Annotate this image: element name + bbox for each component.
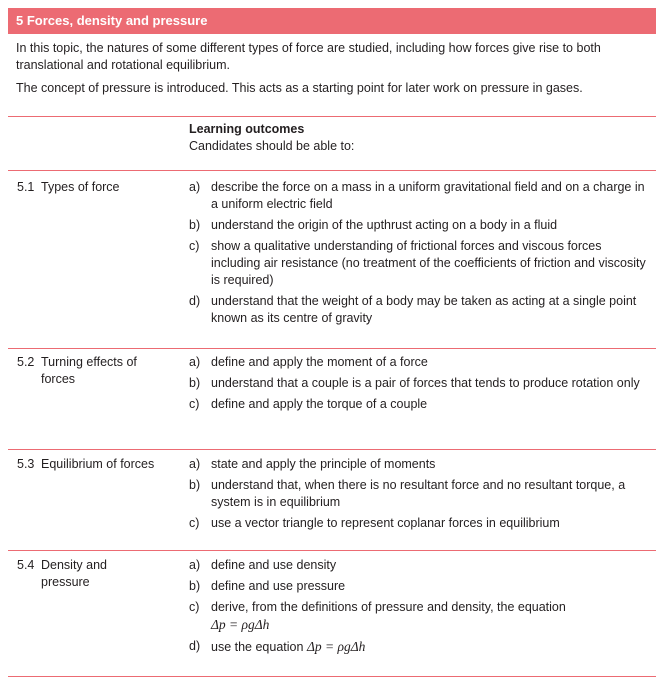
list-item: [189, 477, 651, 511]
learning-outcomes-heading: [189, 121, 354, 155]
item-letter: b): [189, 376, 201, 390]
divider: [8, 676, 656, 677]
item-letter: c): [189, 516, 200, 530]
learning-outcomes-title: Learning outcomes: [189, 122, 305, 136]
list-item: [189, 238, 651, 289]
intro-paragraph: In this topic, the natures of some different types of force are studied, including how forces give rise to both translational and rotational equilibrium.: [16, 41, 601, 72]
list-item: [189, 293, 651, 327]
item-letter: b): [189, 218, 201, 232]
divider: [8, 348, 656, 349]
item-letter: c): [189, 397, 200, 411]
item-letter: d): [189, 639, 201, 653]
intro-paragraph: The concept of pressure is introduced. This acts as a starting point for later work on pressure in gases.: [16, 81, 583, 95]
item-text: use a vector triangle to represent coplanar forces in equilibrium: [211, 516, 560, 530]
equation: Δp = ρgΔh: [211, 617, 270, 632]
list-item: [189, 217, 651, 234]
section-title: Types of force: [41, 180, 120, 194]
item-letter: b): [189, 478, 201, 492]
item-text: understand that the weight of a body may be taken as acting at a single point known as its centre of gravity: [211, 294, 637, 325]
section-title: Turning effects of forces: [41, 355, 137, 386]
section-header: [8, 8, 656, 34]
item-text: show a qualitative understanding of frictional forces and viscous forces including air resistance (no treatment of the coefficients of friction and viscosity is required): [211, 239, 646, 287]
section-title: Density and pressure: [41, 558, 108, 589]
section-number: 5.1: [17, 180, 35, 194]
outcome-list: [189, 557, 651, 660]
divider: [8, 449, 656, 450]
item-letter: c): [189, 239, 200, 253]
item-letter: a): [189, 355, 201, 369]
item-text: understand that, when there is no resultant force and no resultant torque, a system is in equilibrium: [211, 478, 626, 509]
equation: Δp = ρgΔh: [306, 639, 366, 654]
list-item: [189, 354, 651, 371]
divider: [8, 170, 656, 171]
outcome-list: [189, 354, 651, 417]
list-item: [189, 638, 651, 656]
item-text: [211, 599, 651, 634]
list-item: [189, 557, 651, 574]
item-text-body: derive, from the definitions of pressure and density, the equation: [211, 600, 566, 614]
item-letter: a): [189, 457, 201, 471]
item-text: describe the force on a mass in a uniform gravitational field and on a charge in a uniform electric field: [211, 180, 645, 211]
item-text: define and apply the torque of a couple: [211, 397, 428, 411]
item-letter: c): [189, 600, 200, 614]
item-text: define and use density: [211, 558, 337, 572]
item-text: [211, 638, 651, 656]
section-title: Equilibrium of forces: [41, 457, 155, 471]
item-text: understand the origin of the upthrust acting on a body in a fluid: [211, 218, 558, 232]
section-number: 5.4: [17, 558, 35, 572]
list-item: [189, 375, 651, 392]
intro: [16, 40, 652, 103]
item-text: understand that a couple is a pair of forces that tends to produce rotation only: [211, 376, 640, 390]
outcome-list: [189, 179, 651, 331]
section-number: 5.2: [17, 355, 35, 369]
divider: [8, 550, 656, 551]
outcome-list: [189, 456, 651, 536]
section-title: 5 Forces, density and pressure: [16, 13, 208, 28]
list-item: [189, 578, 651, 595]
list-item: [189, 179, 651, 213]
section-number: 5.3: [17, 457, 35, 471]
item-text: define and use pressure: [211, 579, 346, 593]
list-item: [189, 396, 651, 413]
list-item: [189, 456, 651, 473]
item-text: state and apply the principle of moments: [211, 457, 436, 471]
item-letter: a): [189, 558, 201, 572]
item-letter: b): [189, 579, 201, 593]
divider: [8, 116, 656, 117]
item-letter: d): [189, 294, 201, 308]
item-text: define and apply the moment of a force: [211, 355, 428, 369]
item-text-body: use the equation: [211, 640, 304, 654]
list-item: [189, 599, 651, 634]
item-letter: a): [189, 180, 201, 194]
learning-outcomes-subtitle: Candidates should be able to:: [189, 139, 355, 153]
list-item: [189, 515, 651, 532]
